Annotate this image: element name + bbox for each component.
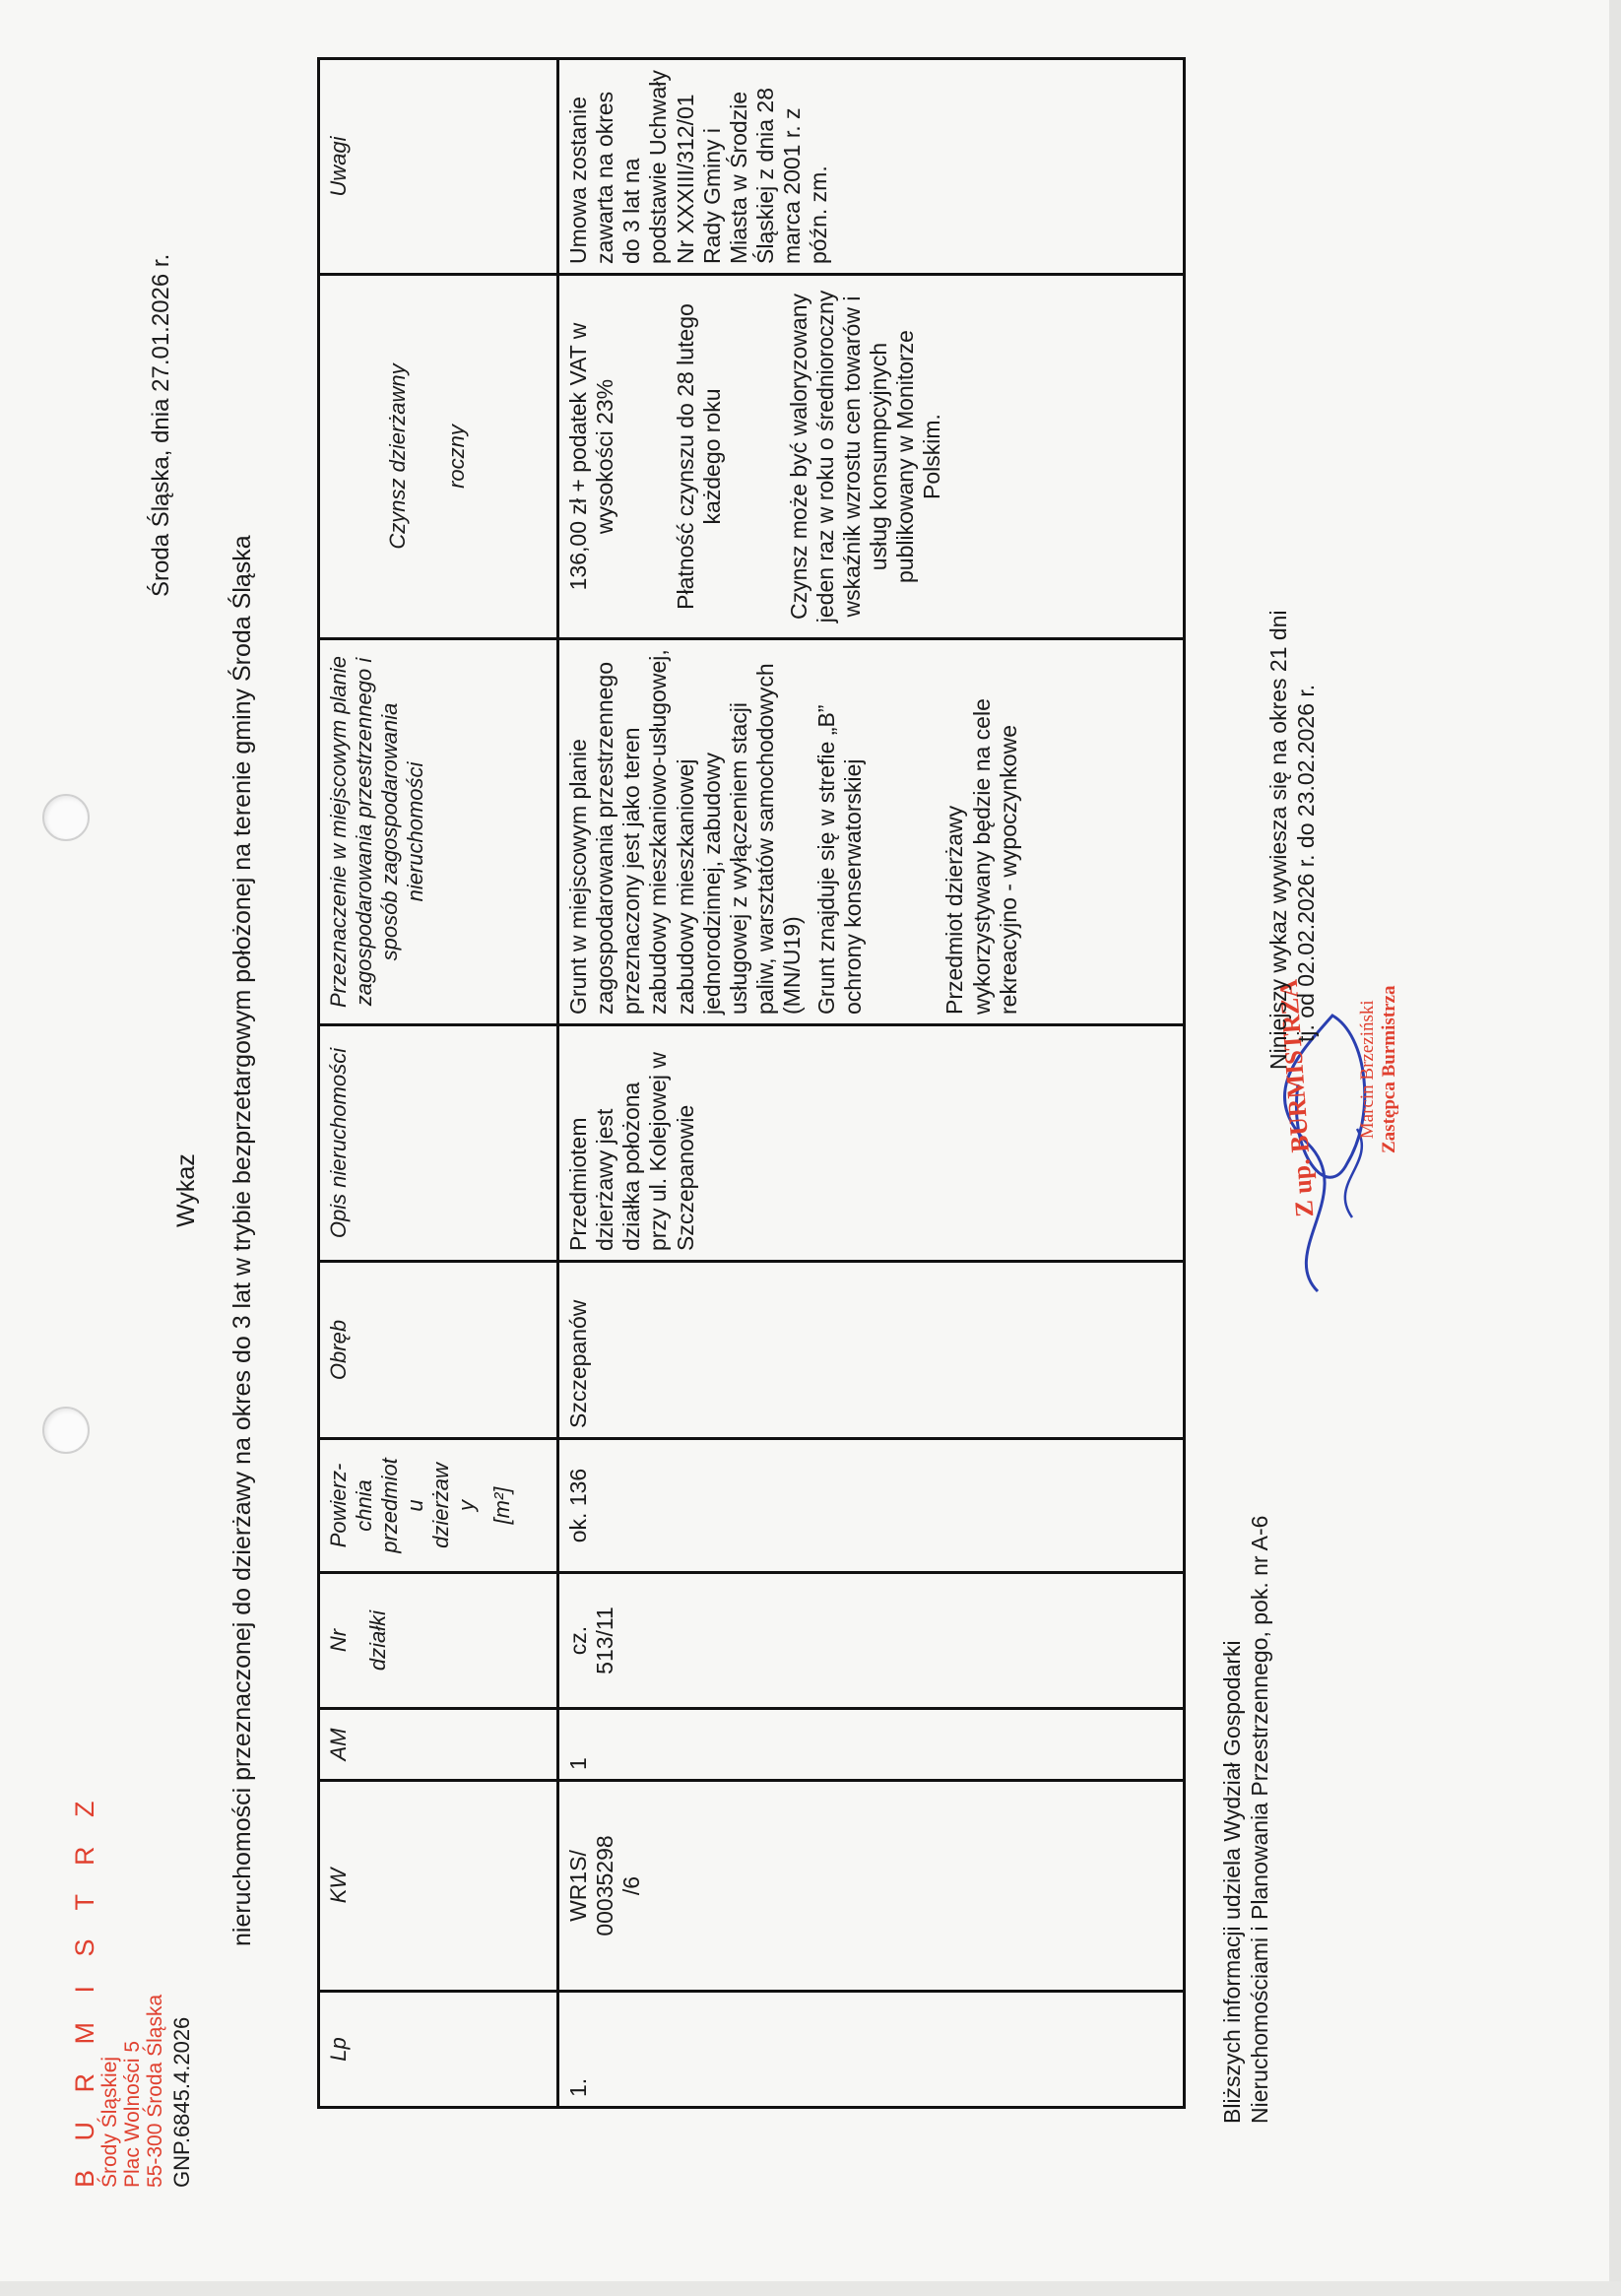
posting-notice-line-1: Niniejszy wykaz wywiesza się na okres 21 dni: [1265, 610, 1291, 1070]
date-line: Środa Śląska, dnia 27.01.2026 r.: [148, 253, 174, 597]
przeznaczenie-para-2: Grunt znajduje się w strefie „B” ochrony konserwatorskiej: [813, 704, 867, 1015]
office-stamp: [71, 1790, 166, 2188]
posting-notice: [1265, 610, 1320, 1070]
header-am: AM: [319, 1709, 558, 1781]
header-czynsz: [319, 275, 558, 639]
cell-powierzchnia: ok. 136: [558, 1439, 1185, 1573]
header-pow-3: przedmiot: [376, 1458, 402, 1553]
header-pow-unit: [m²]: [488, 1486, 514, 1525]
document-title: Wykaz: [172, 1153, 200, 1227]
official-stamp-role: Zastępca Burmistrza: [1378, 985, 1399, 1153]
cell-am: 1: [558, 1709, 1185, 1781]
stamp-line-2: Środy Śląskiej: [98, 2056, 122, 2188]
header-czynsz-1: Czynsz dzierżawny: [385, 363, 410, 550]
cell-nr-2: 513/11: [592, 1607, 618, 1674]
header-uwagi: Uwagi: [319, 59, 558, 275]
header-dzialki-line: działki: [364, 1609, 390, 1672]
stamp-line-3: Plac Wolności 5: [120, 2040, 144, 2188]
cell-opis: Przedmiotem dzierżawy jest działka położona przy ul. Kolejowej w Szczepanowie: [558, 1025, 1185, 1262]
posting-notice-line-2: tj. od 02.02.2026 r. do 23.02.2026 r.: [1292, 684, 1319, 1042]
reference-number: GNP.6845.4.2026: [169, 2016, 194, 2188]
footer-info: [1219, 1516, 1273, 2124]
header-czynsz-2: roczny: [443, 425, 469, 489]
header-nr-dzialki: [319, 1573, 558, 1709]
przeznaczenie-para-3: Przedmiot dzierżawy wykorzystywany będzie na cele rekreacyjno - wypoczynkowe: [941, 698, 1021, 1015]
header-pow-5: dzierżaw: [427, 1463, 453, 1548]
header-kw: KW: [319, 1781, 558, 1992]
official-stamp-title: Z up. BURMISTRZA: [1273, 978, 1320, 1218]
header-przeznaczenie: Przeznaczenie w miejscowym planie zagospodarowania przestrzennego i sposób zagospodarowania nieruchomości: [319, 639, 558, 1025]
header-nr-line: Nr: [326, 1628, 351, 1653]
header-pow-2: chnia: [351, 1479, 376, 1532]
cell-lp: 1.: [558, 1992, 1185, 2108]
cell-przeznaczenie: [558, 639, 1185, 1025]
cell-nr-1: cz.: [565, 1625, 591, 1656]
stamp-line-4: 55-300 Środa Śląska: [143, 1994, 166, 2188]
official-stamp-name: [1357, 986, 1400, 1153]
document-subtitle: nieruchomości przeznaczonej do dzierżawy na okres do 3 lat w trybie bezprzetargowym położonej na terenie gminy Środa Śląska: [228, 535, 256, 1946]
czynsz-para-3: Czynsz może być waloryzowany jeden raz w roku o średnioroczny wskaźnik wzrostu cen towarów i usług konsumpcyjnych publikowany w Monitorze Polskim.: [785, 290, 945, 623]
cell-kw: [558, 1781, 1185, 1992]
official-stamp-person: Marcin Brzeziński: [1357, 1000, 1378, 1140]
cell-uwagi: Umowa zostanie zawarta na okres do 3 lat na podstawie Uchwały Nr XXXIII/312/01 Rady Gminy i Miasta w Środzie Śląskiej z dnia 28 marca 2001 r. z późn. zm.: [558, 59, 1185, 275]
header-powierzchnia: [319, 1439, 558, 1573]
table-row: [558, 59, 1185, 2108]
header-pow-6: y: [453, 1500, 479, 1511]
header-row: [319, 59, 558, 2108]
cell-czynsz: [558, 275, 1185, 639]
przeznaczenie-para-1: Grunt w miejscowym planie zagospodarowania przestrzennego przeznaczony jest jako teren zabudowy mieszkaniowo-usługowej, zabudowy mieszkaniowej jednorodzinnej, zabudowy usługowej z wyłączeniem stacji paliw, warsztatów samochodowych (MN/U19): [565, 649, 805, 1015]
cell-kw-1: WR1S/: [565, 1850, 591, 1922]
czynsz-para-2: Płatność czynszu do 28 lutego każdego roku: [673, 303, 726, 610]
header-lp: Lp: [319, 1992, 558, 2108]
header-pow-1: Powierz-: [326, 1463, 351, 1548]
header-obreb: Obręb: [319, 1262, 558, 1439]
cell-kw-3: /6: [618, 1875, 645, 1896]
header-pow-4: u: [402, 1499, 427, 1512]
footer-info-line-1: Bliższych informacji udziela Wydział Gospodarki: [1219, 1640, 1245, 2124]
cell-nr-dzialki: [558, 1573, 1185, 1709]
stamp-line-1: B U R M I S T R Z: [70, 1790, 99, 2188]
header-opis: Opis nieruchomości: [319, 1025, 558, 1262]
cell-kw-2: 00035298: [592, 1835, 618, 1936]
footer-info-line-2: Nieruchomościami i Planowania Przestrzennego, pok. nr A-6: [1246, 1515, 1272, 2124]
cell-obreb: Szczepanów: [558, 1262, 1185, 1439]
czynsz-para-1: 136,00 zł + podatek VAT w wysokości 23%: [565, 322, 618, 591]
property-table: [317, 57, 1186, 2109]
